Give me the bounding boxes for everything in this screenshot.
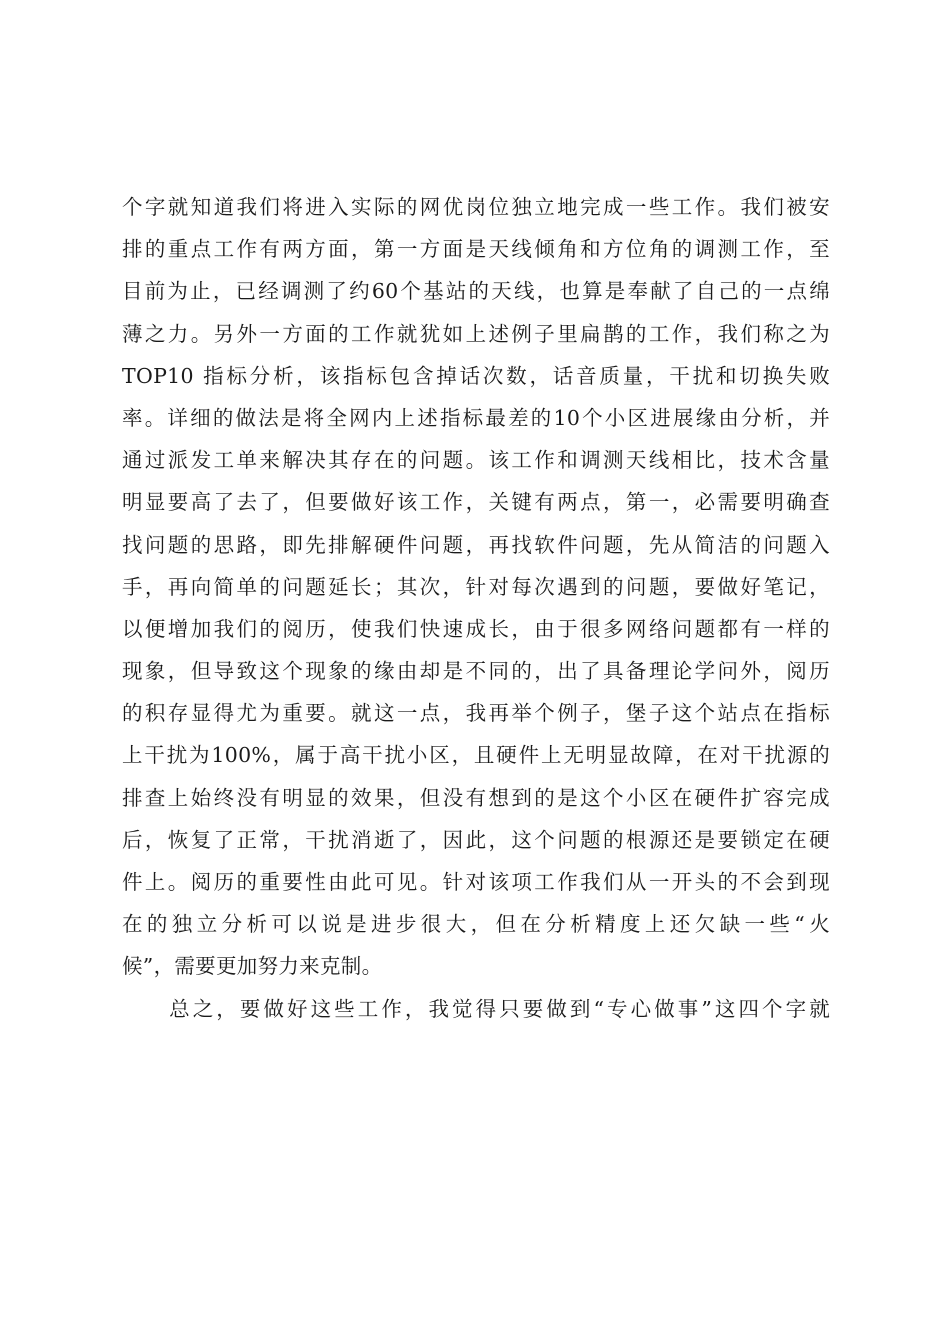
body-text <box>122 186 830 1030</box>
text-line: TOP10 指标分析，该指标包含掉话次数，话音质量，干扰和切换失败 <box>122 363 830 388</box>
text-line: 找问题的思路，即先排解硬件问题，再找软件问题，先从简洁的问题入 <box>122 532 830 557</box>
text-line: 在的独立分析可以说是进步很大，但在分析精度上还欠缺一些“火 <box>122 912 830 937</box>
text-line: 上干扰为100%，属于高干扰小区，且硬件上无明显故障，在对干扰源的 <box>122 743 830 768</box>
text-line: 候”，需要更加努力来克制。 <box>122 954 383 979</box>
text-line: 的积存显得尤为重要。就这一点，我再举个例子，堡子这个站点在指标 <box>122 701 830 726</box>
text-line: 率。详细的做法是将全网内上述指标最差的10个小区进展缘由分析，并 <box>122 405 830 430</box>
text-line: 个字就知道我们将进入实际的网优岗位独立地完成一些工作。我们被安 <box>122 195 830 219</box>
text-line: 通过派发工单来解决其存在的问题。该工作和调测天线相比，技术含量 <box>122 448 830 473</box>
text-line: 现象，但导致这个现象的缘由却是不同的，出了具备理论学问外，阅历 <box>122 659 830 684</box>
text-line: 排的重点工作有两方面，第一方面是天线倾角和方位角的调测工作，至 <box>122 237 830 262</box>
text-line: 排查上始终没有明显的效果，但没有想到的是这个小区在硬件扩容完成 <box>122 785 830 810</box>
text-line: 目前为止，已经调测了约60个基站的天线，也算是奉献了自己的一点绵 <box>122 279 830 304</box>
text-line: 总之，要做好这些工作，我觉得只要做到“专心做事”这四个字就 <box>122 996 830 1021</box>
text-line: 薄之力。另外一方面的工作就犹如上述例子里扁鹊的工作，我们称之为 <box>122 321 830 346</box>
text-line: 明显要高了去了，但要做好该工作，关键有两点，第一，必需要明确查 <box>122 490 830 515</box>
text-line: 件上。阅历的重要性由此可见。针对该项工作我们从一开头的不会到现 <box>122 870 830 894</box>
text-line: 以便增加我们的阅历，使我们快速成长，由于很多网络问题都有一样的 <box>122 616 830 641</box>
text-line: 后，恢复了正常，干扰消逝了，因此，这个问题的根源还是要锁定在硬 <box>122 827 830 852</box>
text-line: 手，再向简单的问题延长；其次，针对每次遇到的问题，要做好笔记， <box>122 574 830 599</box>
